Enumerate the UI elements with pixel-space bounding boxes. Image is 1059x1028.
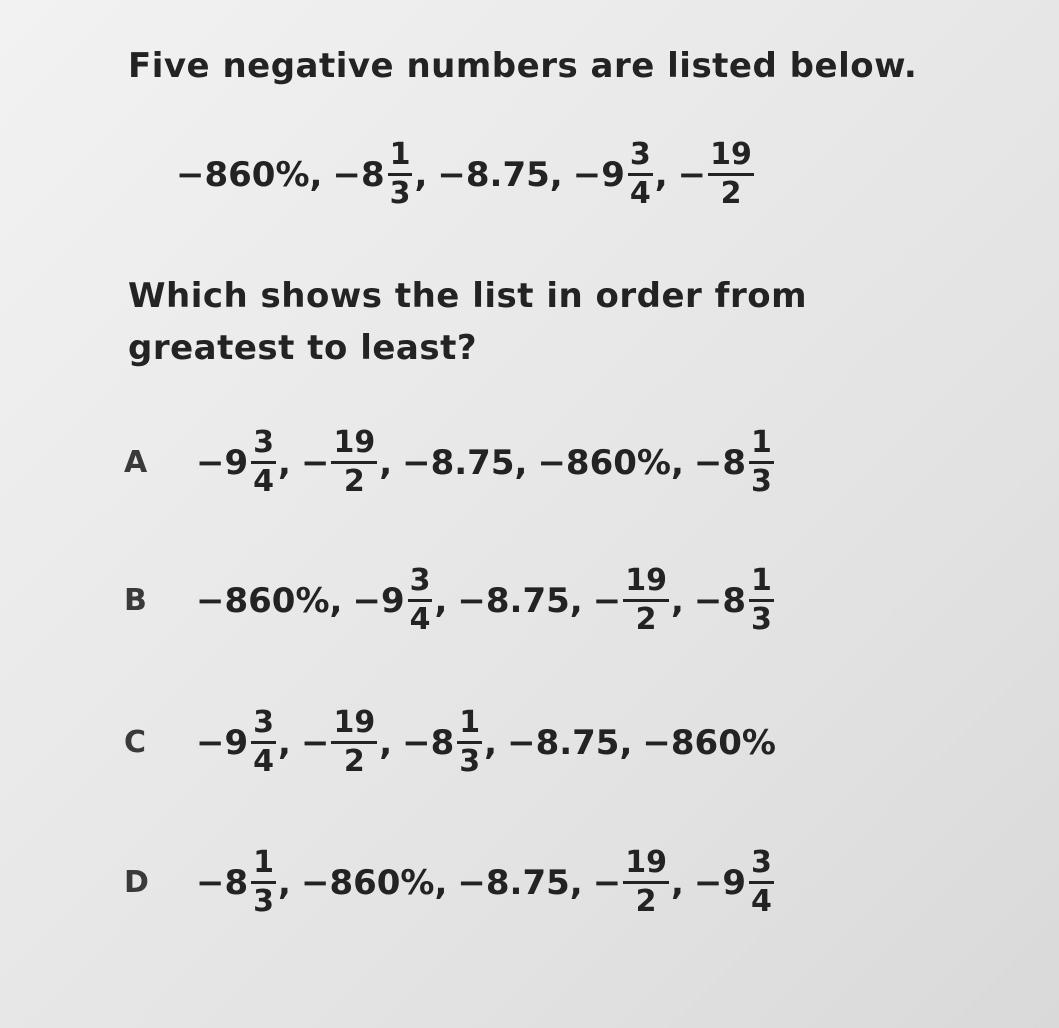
denominator: 3 [459, 744, 481, 779]
comma-separator: , [654, 154, 668, 195]
numerator: 19 [625, 563, 667, 598]
term-text: −860% [300, 862, 435, 903]
choice-letter: A [124, 445, 148, 480]
denominator: 2 [343, 744, 365, 779]
number-term [507, 723, 619, 763]
minus-sign: − [300, 442, 330, 483]
comma-separator: , [329, 580, 343, 621]
denominator: 2 [635, 602, 657, 637]
fraction [623, 563, 669, 637]
denominator: 3 [389, 176, 411, 211]
choice-letter: C [124, 725, 147, 760]
number-term [457, 581, 569, 621]
fraction [623, 845, 669, 919]
number-term [196, 581, 330, 621]
number-term [301, 863, 435, 903]
comma-separator: , [670, 442, 684, 483]
comma-separator: , [379, 442, 393, 483]
term-text: −8.75 [402, 442, 515, 483]
choice-b[interactable] [124, 563, 776, 637]
choice-expression [196, 425, 776, 499]
comma-separator: , [309, 154, 323, 195]
number-term [300, 425, 379, 499]
fraction [708, 137, 754, 211]
whole-part: −9 [196, 722, 249, 763]
fraction [749, 563, 774, 637]
choice-c[interactable] [124, 705, 776, 779]
number-term [196, 845, 278, 919]
fraction [331, 425, 377, 499]
numerator: 3 [253, 425, 275, 460]
numerator: 3 [629, 137, 651, 172]
number-term [437, 155, 549, 195]
comma-separator: , [670, 862, 684, 903]
number-term [196, 425, 278, 499]
term-text: −860% [642, 722, 776, 763]
question-line-1: Which shows the list in order from [128, 276, 808, 316]
numerator: 3 [409, 563, 431, 598]
numerator: 19 [625, 845, 667, 880]
number-term [642, 723, 776, 763]
number-term [332, 137, 414, 211]
number-term [677, 137, 756, 211]
term-text: −8.75 [457, 862, 570, 903]
number-term [592, 845, 671, 919]
fraction [251, 705, 276, 779]
whole-part: −8 [402, 722, 455, 763]
number-term [352, 563, 434, 637]
term-text: −860% [196, 580, 330, 621]
term-text: −8.75 [507, 722, 620, 763]
prompt-text: Five negative numbers are listed below. [128, 46, 918, 86]
numerator: 3 [253, 705, 275, 740]
minus-sign: − [592, 862, 622, 903]
minus-sign: − [677, 154, 707, 195]
fraction [408, 563, 433, 637]
choice-expression [196, 845, 776, 919]
numerator: 1 [751, 425, 772, 460]
number-term [402, 705, 484, 779]
fraction [331, 705, 377, 779]
denominator: 2 [720, 176, 742, 211]
denominator: 3 [751, 464, 772, 499]
comma-separator: , [569, 862, 583, 903]
choice-a[interactable] [124, 425, 776, 499]
comma-separator: , [484, 722, 498, 763]
denominator: 4 [253, 744, 275, 779]
term-text: −8.75 [437, 154, 550, 195]
term-text: −860% [537, 442, 671, 483]
number-term [300, 705, 379, 779]
fraction [628, 137, 653, 211]
whole-part: −9 [693, 862, 747, 903]
number-term [457, 863, 569, 903]
whole-part: −9 [196, 442, 249, 483]
number-list [176, 137, 756, 211]
choice-expression [196, 563, 776, 637]
denominator: 3 [751, 602, 772, 637]
denominator: 4 [253, 464, 275, 499]
fraction [251, 845, 276, 919]
denominator: 2 [635, 884, 657, 919]
whole-part: −8 [196, 862, 249, 903]
fraction [457, 705, 482, 779]
numerator: 3 [751, 845, 772, 880]
comma-separator: , [619, 722, 633, 763]
comma-separator: , [549, 154, 563, 195]
number-term [176, 155, 310, 195]
choice-letter: D [124, 865, 149, 900]
comma-separator: , [434, 862, 448, 903]
whole-part: −8 [332, 154, 385, 195]
question-text [128, 270, 928, 374]
minus-sign: − [300, 722, 330, 763]
numerator: 19 [333, 705, 376, 740]
numerator: 19 [710, 137, 752, 172]
number-term [592, 563, 671, 637]
comma-separator: , [569, 580, 583, 621]
whole-part: −8 [693, 580, 747, 621]
numerator: 1 [389, 137, 411, 172]
comma-separator: , [434, 580, 448, 621]
number-term [693, 845, 776, 919]
whole-part: −9 [352, 580, 405, 621]
numerator: 1 [751, 563, 772, 598]
denominator: 2 [343, 464, 365, 499]
term-text: −8.75 [457, 580, 570, 621]
number-term [196, 705, 278, 779]
comma-separator: , [278, 722, 291, 763]
comma-separator: , [278, 442, 291, 483]
numerator: 1 [459, 705, 481, 740]
choice-d[interactable] [124, 845, 776, 919]
comma-separator: , [278, 862, 291, 903]
number-term [693, 425, 776, 499]
number-term [693, 563, 776, 637]
comma-separator: , [514, 442, 528, 483]
denominator: 3 [253, 884, 275, 919]
number-term [537, 443, 671, 483]
choice-letter: B [124, 583, 147, 618]
fraction [749, 425, 774, 499]
fraction [749, 845, 774, 919]
comma-separator: , [670, 580, 684, 621]
whole-part: −9 [572, 154, 625, 195]
denominator: 4 [629, 176, 651, 211]
question-line-2: greatest to least? [128, 328, 478, 368]
denominator: 4 [751, 884, 772, 919]
minus-sign: − [592, 580, 622, 621]
fraction [388, 137, 413, 211]
numerator: 19 [333, 425, 376, 460]
comma-separator: , [414, 154, 428, 195]
number-term [402, 443, 514, 483]
choice-expression [196, 705, 776, 779]
numerator: 1 [253, 845, 275, 880]
number-term [572, 137, 655, 211]
fraction [251, 425, 276, 499]
comma-separator: , [379, 722, 393, 763]
term-text: −860% [176, 154, 310, 195]
whole-part: −8 [693, 442, 747, 483]
denominator: 4 [409, 602, 431, 637]
